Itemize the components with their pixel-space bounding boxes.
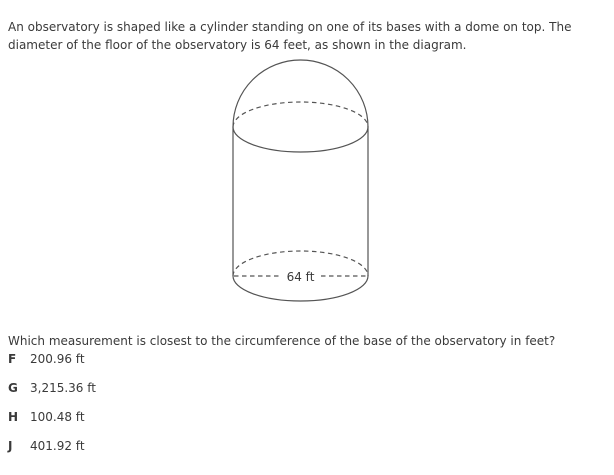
answer-option-j[interactable] <box>8 439 328 453</box>
option-value-j: 401.92 ft <box>30 439 85 453</box>
option-value-g: 3,215.36 ft <box>30 381 96 395</box>
dome-arc <box>233 60 368 127</box>
option-letter-j: J <box>8 439 13 453</box>
option-letter-f: F <box>8 352 17 366</box>
answer-option-f[interactable] <box>8 352 328 366</box>
dome-base-ellipse-back <box>233 102 368 127</box>
option-letter-g: G <box>8 381 18 395</box>
option-value-f: 200.96 ft <box>30 352 85 366</box>
answer-option-h[interactable] <box>8 410 328 424</box>
question-prompt: Which measurement is closest to the circumference of the base of the observatory in feet? <box>8 334 556 348</box>
cylinder-dome-figure <box>226 54 376 308</box>
dome-base-ellipse-front <box>233 127 368 152</box>
option-value-h: 100.48 ft <box>30 410 85 424</box>
diameter-label: 64 ft <box>286 270 315 284</box>
observatory-diagram <box>226 54 376 308</box>
problem-statement: An observatory is shaped like a cylinder standing on one of its bases with a dome on top. The diameter of the floor of the observatory is 64 feet, as shown in the diagram. <box>8 20 572 52</box>
option-letter-h: H <box>8 410 19 424</box>
answer-option-g[interactable] <box>8 381 328 395</box>
